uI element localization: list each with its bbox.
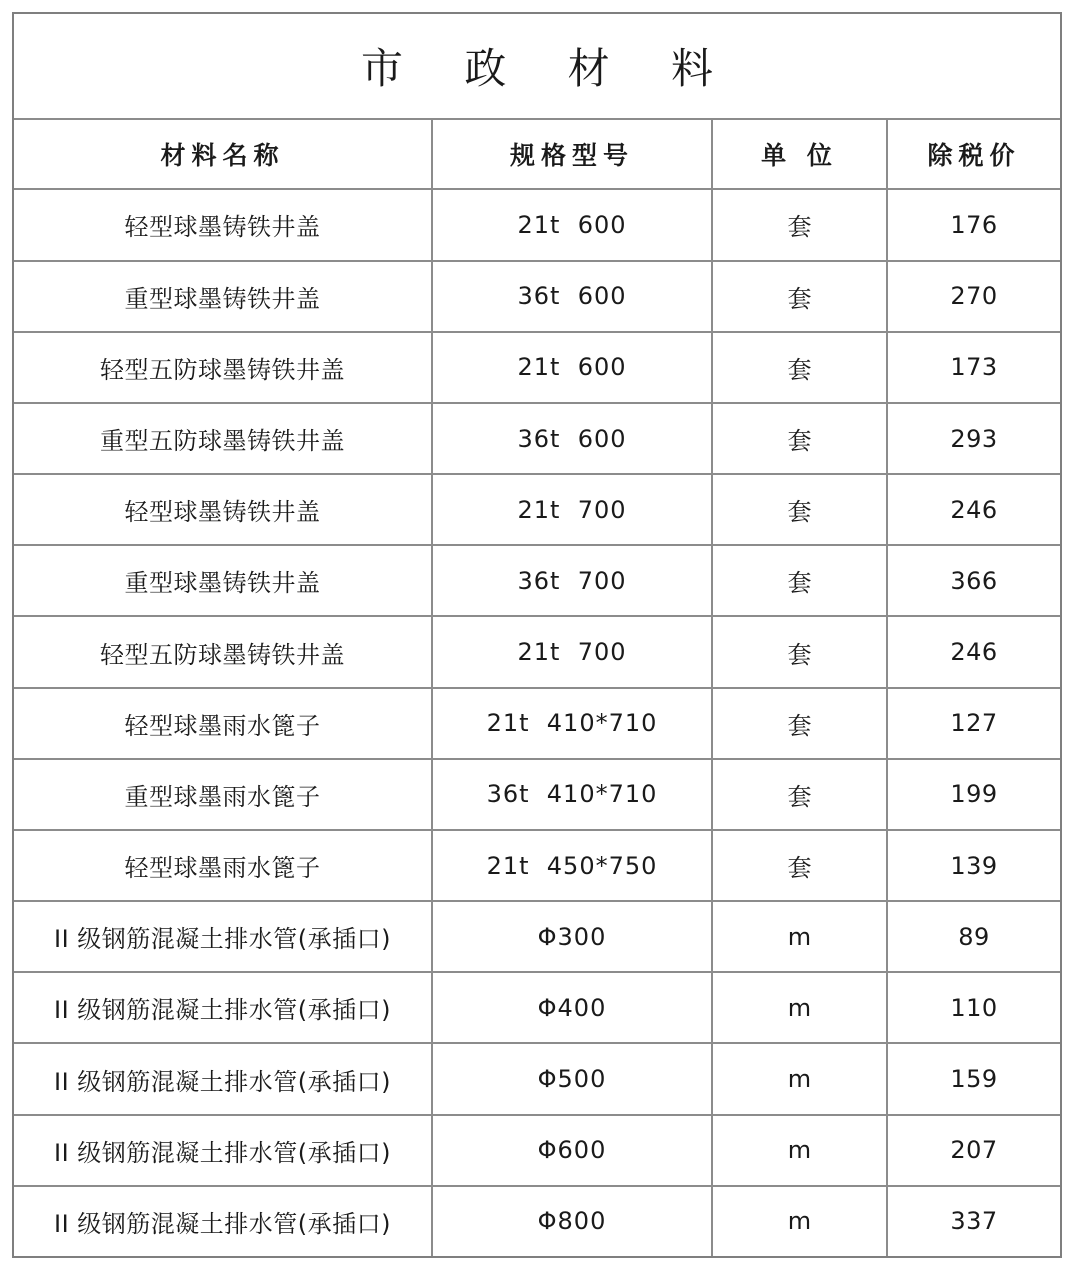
unit-cell: m <box>712 972 887 1043</box>
spec-cell: 36t 600 <box>432 403 712 474</box>
table-row <box>14 261 1060 332</box>
unit-cell: m <box>712 901 887 972</box>
price-cell: 110 <box>887 972 1060 1043</box>
table-row <box>14 901 1060 972</box>
material-name-cell: II 级钢筋混凝土排水管(承插口) <box>14 1043 432 1114</box>
unit-cell: 套 <box>712 332 887 403</box>
material-name-cell: 轻型球墨雨水篦子 <box>14 830 432 901</box>
spec-cell: 36t 410*710 <box>432 759 712 830</box>
unit-cell: 套 <box>712 688 887 759</box>
material-name-cell: 重型球墨铸铁井盖 <box>14 545 432 616</box>
material-name-cell: 轻型球墨铸铁井盖 <box>14 474 432 545</box>
spec-cell: 21t 600 <box>432 332 712 403</box>
table-row <box>14 1115 1060 1186</box>
material-name-cell: 轻型五防球墨铸铁井盖 <box>14 616 432 687</box>
material-name-cell: 轻型球墨铸铁井盖 <box>14 189 432 260</box>
table-row <box>14 332 1060 403</box>
unit-cell: 套 <box>712 545 887 616</box>
table-row <box>14 1186 1060 1256</box>
unit-cell: 套 <box>712 261 887 332</box>
unit-cell: 套 <box>712 403 887 474</box>
table-row <box>14 189 1060 260</box>
unit-cell: 套 <box>712 616 887 687</box>
unit-cell: 套 <box>712 830 887 901</box>
table-row <box>14 759 1060 830</box>
spec-cell: 21t 450*750 <box>432 830 712 901</box>
table-row <box>14 474 1060 545</box>
table-row <box>14 830 1060 901</box>
spec-cell: Φ400 <box>432 972 712 1043</box>
table-row <box>14 616 1060 687</box>
price-cell: 246 <box>887 616 1060 687</box>
material-name-cell: 重型球墨铸铁井盖 <box>14 261 432 332</box>
materials-table-frame <box>12 12 1062 1258</box>
spec-cell: 21t 410*710 <box>432 688 712 759</box>
unit-cell: 套 <box>712 189 887 260</box>
table-row <box>14 1043 1060 1114</box>
title-row <box>14 14 1060 119</box>
spec-cell: 36t 600 <box>432 261 712 332</box>
price-cell: 293 <box>887 403 1060 474</box>
price-cell: 89 <box>887 901 1060 972</box>
unit-cell: m <box>712 1186 887 1256</box>
price-cell: 246 <box>887 474 1060 545</box>
spec-cell: Φ800 <box>432 1186 712 1256</box>
table-title: 市 政 材 料 <box>14 14 1060 119</box>
table-row <box>14 972 1060 1043</box>
spec-cell: Φ500 <box>432 1043 712 1114</box>
unit-cell: m <box>712 1115 887 1186</box>
material-name-cell: II 级钢筋混凝土排水管(承插口) <box>14 1186 432 1256</box>
spec-cell: 21t 700 <box>432 474 712 545</box>
header-row <box>14 119 1060 189</box>
material-name-cell: 重型五防球墨铸铁井盖 <box>14 403 432 474</box>
header-unit: 单 位 <box>712 119 887 189</box>
price-cell: 127 <box>887 688 1060 759</box>
unit-cell: 套 <box>712 759 887 830</box>
price-cell: 366 <box>887 545 1060 616</box>
header-spec: 规格型号 <box>432 119 712 189</box>
price-cell: 270 <box>887 261 1060 332</box>
price-cell: 207 <box>887 1115 1060 1186</box>
material-name-cell: II 级钢筋混凝土排水管(承插口) <box>14 972 432 1043</box>
price-cell: 139 <box>887 830 1060 901</box>
spec-cell: 21t 700 <box>432 616 712 687</box>
price-cell: 173 <box>887 332 1060 403</box>
table-row <box>14 545 1060 616</box>
material-name-cell: 重型球墨雨水篦子 <box>14 759 432 830</box>
materials-table <box>14 14 1060 1256</box>
material-name-cell: 轻型五防球墨铸铁井盖 <box>14 332 432 403</box>
price-cell: 199 <box>887 759 1060 830</box>
header-price: 除税价 <box>887 119 1060 189</box>
spec-cell: 21t 600 <box>432 189 712 260</box>
table-row <box>14 688 1060 759</box>
unit-cell: 套 <box>712 474 887 545</box>
header-material-name: 材料名称 <box>14 119 432 189</box>
unit-cell: m <box>712 1043 887 1114</box>
spec-cell: 36t 700 <box>432 545 712 616</box>
price-cell: 176 <box>887 189 1060 260</box>
spec-cell: Φ300 <box>432 901 712 972</box>
table-row <box>14 403 1060 474</box>
material-name-cell: 轻型球墨雨水篦子 <box>14 688 432 759</box>
material-name-cell: II 级钢筋混凝土排水管(承插口) <box>14 1115 432 1186</box>
price-cell: 337 <box>887 1186 1060 1256</box>
material-name-cell: II 级钢筋混凝土排水管(承插口) <box>14 901 432 972</box>
price-cell: 159 <box>887 1043 1060 1114</box>
spec-cell: Φ600 <box>432 1115 712 1186</box>
